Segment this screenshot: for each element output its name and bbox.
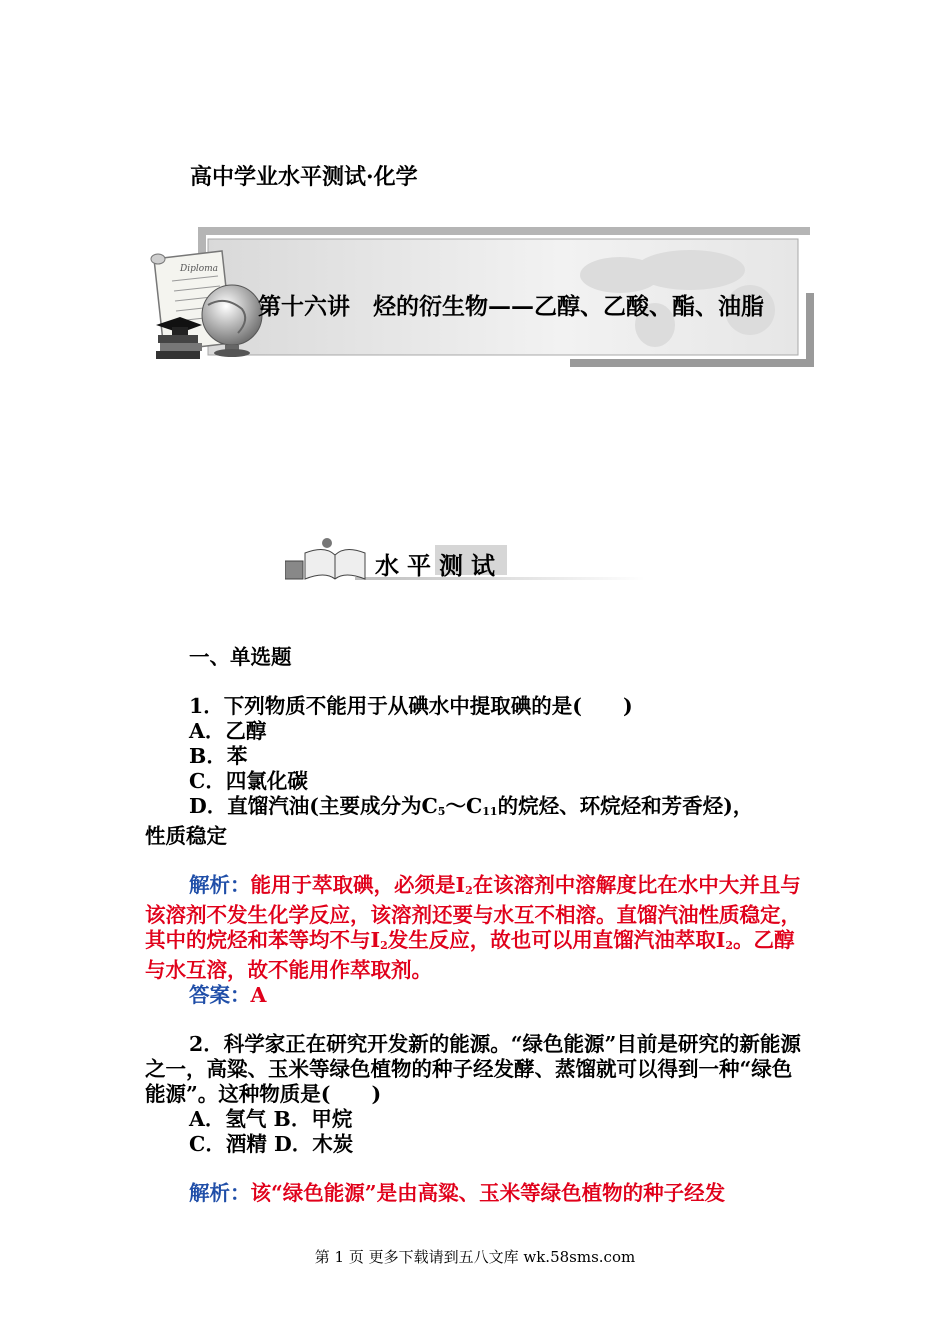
question-2-options-cd: C．酒精 D．木炭	[189, 1132, 354, 1156]
question-1-option-d: D．直馏汽油(主要成分为$C_5\sim C_{11}$的烷烃、环烷烃和芳香烃)，	[189, 794, 754, 818]
document-header: 高中学业水平测试·化学	[190, 164, 418, 190]
question-2-explanation: 解析：该“绿色能源”是由高粱、玉米等绿色植物的种子经发	[189, 1181, 726, 1205]
page-footer: 第 1 页 更多下载请到五八文库 wk.58sms.com	[314, 1248, 636, 1266]
question-1-answer: 答案：A	[189, 983, 267, 1007]
question-1-option-d-continued: 性质稳定	[145, 824, 227, 848]
lecture-title: 第十六讲 烃的衍生物——乙醇、乙酸、酯、油脂	[258, 293, 764, 320]
question-1-option-c: C．四氯化碳	[189, 769, 308, 793]
part-heading: 一、单选题	[189, 645, 292, 669]
graduation-cap-icon	[156, 317, 202, 359]
question-1-explanation: 解析：能用于萃取碘，必须是$I_2$在该溶剂中溶解度比在水中大并且与该溶剂不发生化学反应，该溶剂还要与水互不相溶。直馏汽油性质稳定，其中的烷烃和苯等均不与$I_2$发生反应，故也可以用直馏汽油萃取$I_2$。乙醇与水互溶，故不能用作萃取剂。	[145, 873, 801, 982]
section-title: 水平测试	[375, 551, 503, 580]
document-body	[145, 645, 810, 1206]
svg-text:Diploma: Diploma	[180, 264, 219, 274]
question-1-option-b: B．苯	[189, 744, 248, 768]
question-1-stem: 1．下列物质不能用于从碘水中提取碘的是( )	[189, 694, 633, 718]
question-1-option-a: A．乙醇	[189, 719, 267, 743]
question-2-stem: 2．科学家正在研究开发新的能源。“绿色能源”目前是研究的新能源之一，高粱、玉米等绿色植物的种子经发酵、蒸馏就可以得到一种“绿色能源”。这种物质是( )	[145, 1032, 801, 1106]
question-2-options-ab: A．氢气 B．甲烷	[189, 1107, 353, 1131]
